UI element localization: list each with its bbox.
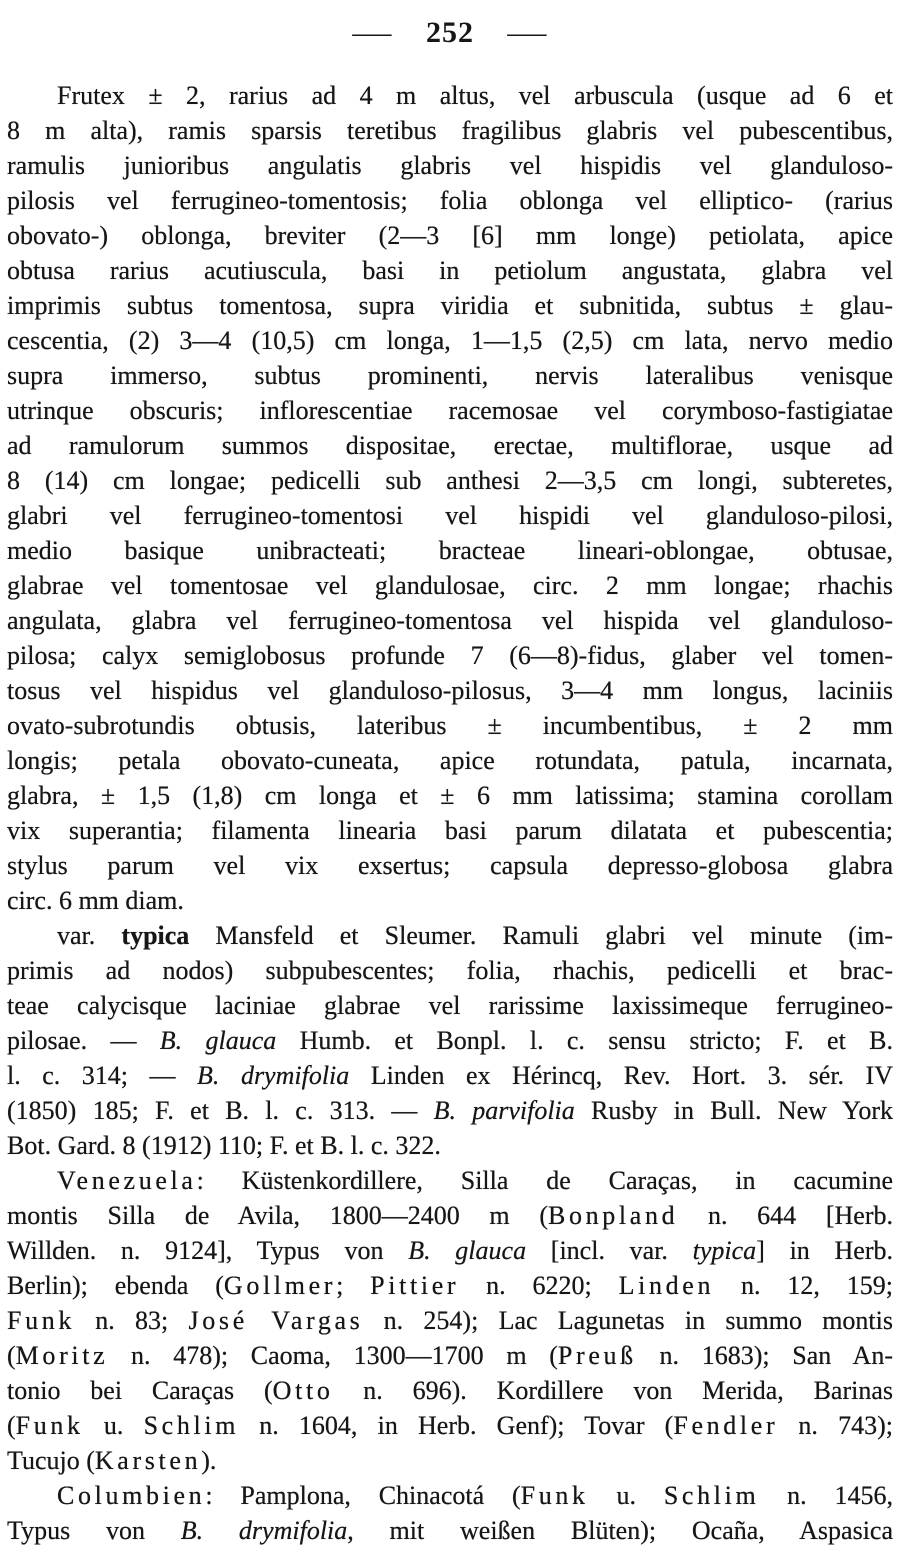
text-segment: Rusby in Bull. New York (574, 1096, 894, 1125)
text-line (7, 323, 893, 358)
text-segment: ] in Herb. (756, 1236, 893, 1265)
text-segment: tonio bei Caraças ( (7, 1376, 273, 1405)
text-line (7, 743, 893, 778)
text-line (7, 673, 893, 708)
text-segment: montis Silla de Avila, 1800—2400 m ( (7, 1201, 549, 1230)
text-line (7, 1513, 893, 1548)
letterspaced-collector-name: Venezuela (57, 1166, 197, 1195)
text-line (7, 1408, 893, 1443)
text-line (7, 603, 893, 638)
text-segment: u. (83, 1411, 144, 1440)
text-line (7, 148, 893, 183)
text-segment: Mansfeld et Sleumer. Ramuli glabri vel minute (im- (189, 921, 894, 950)
header-dash-left: — (352, 16, 393, 49)
header-dash-right: — (507, 16, 548, 49)
text-segment: angulata, glabra vel ferrugineo-tomentosa vel hispida vel glanduloso- (7, 606, 893, 635)
page-number: 252 (426, 16, 474, 49)
text-segment: glabra, ± 1,5 (1,8) cm longa et ± 6 mm latissima; stamina corollam (7, 781, 893, 810)
letterspaced-collector-name: Funk (520, 1481, 589, 1510)
letterspaced-collector-name: Columbien (57, 1481, 206, 1510)
text-segment: : Pamplona, Chinacotá ( (205, 1481, 521, 1510)
letterspaced-collector-name: Gollmer (223, 1271, 337, 1300)
letterspaced-collector-name: Preuß (557, 1341, 637, 1370)
text-segment: medio basique unibracteati; bracteae lineari-oblongae, obtusae, (7, 536, 893, 565)
text-line (7, 393, 893, 428)
text-line (7, 1128, 893, 1163)
text-segment: utrinque obscuris; inflorescentiae racemosae vel corymboso-fastigiatae (7, 396, 893, 425)
text-line (7, 1198, 893, 1233)
italic-taxon-name: B. glauca (408, 1236, 527, 1265)
text-segment: n. 478); Caoma, 1300—1700 m ( (108, 1341, 558, 1370)
text-segment: n. 6220; (459, 1271, 619, 1300)
italic-taxon-name: B. parvifolia (433, 1096, 575, 1125)
text-segment: Humb. et Bonpl. l. c. sensu stricto; F. et B. (276, 1026, 893, 1055)
text-segment: obovato-) oblonga, breviter (2—3 [6] mm longe) petiolata, apice (7, 221, 893, 250)
text-line (7, 463, 893, 498)
text-segment: Bot. Gard. 8 (1912) 110; F. et B. l. c. 322. (7, 1131, 441, 1160)
page-body (0, 78, 900, 1548)
letterspaced-collector-name: Otto (272, 1376, 334, 1405)
text-segment: circ. 6 mm diam. (7, 886, 184, 915)
text-segment: [incl. var. (526, 1236, 693, 1265)
text-line (7, 813, 893, 848)
text-segment: var. (57, 921, 122, 950)
text-segment: Typus von (7, 1516, 181, 1545)
text-segment: teae calycisque laciniae glabrae vel rarissime laxissimeque ferrugineo- (7, 991, 893, 1020)
text-line (7, 78, 893, 113)
text-line (7, 778, 893, 813)
text-line (7, 113, 893, 148)
text-line (7, 953, 893, 988)
text-segment: glabrae vel tomentosae vel glandulosae, circ. 2 mm longae; rhachis (7, 571, 893, 600)
text-line (7, 288, 893, 323)
text-line (7, 1233, 893, 1268)
text-line (7, 533, 893, 568)
text-segment: pilosae. — (7, 1026, 160, 1055)
letterspaced-collector-name: Karsten (94, 1446, 202, 1475)
text-line (7, 1303, 893, 1338)
text-segment: tosus vel hispidus vel glanduloso-pilosus, 3—4 mm longus, laciniis (7, 676, 893, 705)
text-segment: pilosa; calyx semiglobosus profunde 7 (6—8)-fidus, glaber vel tomen- (7, 641, 893, 670)
letterspaced-collector-name: José Vargas (188, 1306, 364, 1335)
text-segment: n. 1456, (759, 1481, 894, 1510)
letterspaced-collector-name: Moritz (15, 1341, 109, 1370)
italic-taxon-name: B. glauca (159, 1026, 277, 1055)
text-segment: ovato-subrotundis obtusis, lateribus ± incumbentibus, ± 2 mm (7, 711, 893, 740)
text-line (7, 1023, 893, 1058)
text-segment: 8 (14) cm longae; pedicelli sub anthesi 2—3,5 cm longi, subteretes, (7, 466, 893, 495)
text-segment: ). (201, 1446, 217, 1475)
text-line (7, 638, 893, 673)
text-segment: imprimis subtus tomentosa, supra viridia et subnitida, subtus ± glau- (7, 291, 893, 320)
text-segment: ramulis junioribus angulatis glabris vel hispidis vel glanduloso- (7, 151, 893, 180)
text-line (7, 183, 893, 218)
text-line (7, 428, 893, 463)
italic-taxon-name: typica (692, 1236, 757, 1265)
italic-taxon-name: B. drymifolia (180, 1516, 348, 1545)
text-line (7, 1478, 893, 1513)
text-line (7, 253, 893, 288)
text-line (7, 498, 893, 533)
text-segment: vix superantia; filamenta linearia basi parum dilatata et pubescentia; (7, 816, 893, 845)
text-segment: n. 644 [Herb. (678, 1201, 893, 1230)
page-header (0, 0, 900, 52)
text-segment: Willden. n. 9124], Typus von (7, 1236, 409, 1265)
text-line (7, 918, 893, 953)
text-segment: l. c. 314; — (7, 1061, 198, 1090)
text-segment: Berlin); ebenda ( (7, 1271, 224, 1300)
text-line (7, 883, 893, 918)
text-segment: ; (336, 1271, 371, 1300)
letterspaced-collector-name: Pittier (370, 1271, 460, 1300)
letterspaced-collector-name: Bonpland (548, 1201, 679, 1230)
text-segment: n. 83; (75, 1306, 189, 1335)
text-line (7, 358, 893, 393)
text-segment: 8 m alta), ramis sparsis teretibus fragilibus glabris vel pubescentibus, (7, 116, 893, 145)
text-line (7, 988, 893, 1023)
italic-taxon-name: B. drymifolia (197, 1061, 350, 1090)
text-line (7, 1268, 893, 1303)
text-segment: Tucujo ( (7, 1446, 95, 1475)
letterspaced-collector-name: Fendler (673, 1411, 779, 1440)
text-line (7, 848, 893, 883)
text-segment: u. (588, 1481, 664, 1510)
text-segment: n. 254); Lac Lagunetas in summo montis (363, 1306, 893, 1335)
text-segment: Linden ex Hérincq, Rev. Hort. 3. sér. IV (349, 1061, 893, 1090)
text-segment: n. 12, 159; (714, 1271, 893, 1300)
text-line (7, 568, 893, 603)
text-segment: n. 743); (778, 1411, 893, 1440)
text-segment: (1850) 185; F. et B. l. c. 313. — (7, 1096, 434, 1125)
text-segment: n. 1604, in Herb. Genf); Tovar ( (239, 1411, 674, 1440)
text-segment: cescentia, (2) 3—4 (10,5) cm longa, 1—1,5 (2,5) cm lata, nervo medio (7, 326, 893, 355)
text-segment: primis ad nodos) subpubescentes; folia, rhachis, pedicelli et brac- (7, 956, 893, 985)
letterspaced-collector-name: Funk (7, 1306, 76, 1335)
text-segment: ad ramulorum summos dispositae, erectae, multiflorae, usque ad (7, 431, 893, 460)
letterspaced-collector-name: Funk (15, 1411, 84, 1440)
text-segment: longis; petala obovato-cuneata, apice rotundata, patula, incarnata, (7, 746, 893, 775)
text-segment: pilosis vel ferrugineo-tomentosis; folia oblonga vel elliptico- (rarius (7, 186, 893, 215)
text-segment: glabri vel ferrugineo-tomentosi vel hispidi vel glanduloso-pilosi, (7, 501, 893, 530)
text-line (7, 1373, 893, 1408)
text-line (7, 1058, 893, 1093)
text-segment: Frutex ± 2, rarius ad 4 m altus, vel arbuscula (usque ad 6 et (57, 81, 893, 110)
text-segment: ( (7, 1411, 16, 1440)
text-line (7, 708, 893, 743)
text-line (7, 218, 893, 253)
text-line (7, 1443, 893, 1478)
letterspaced-collector-name: Schlim (143, 1411, 240, 1440)
text-segment: : Küstenkordillere, Silla de Caraças, in cacumine (196, 1166, 893, 1195)
text-segment: n. 1683); San An- (636, 1341, 893, 1370)
text-line (7, 1338, 893, 1373)
bold-variety-name: typica (121, 921, 190, 950)
text-segment: , mit weißen Blüten); Ocaña, Aspasica (347, 1516, 893, 1545)
text-line (7, 1163, 893, 1198)
text-segment: ( (7, 1341, 16, 1370)
text-segment: stylus parum vel vix exsertus; capsula depresso-globosa glabra (7, 851, 893, 880)
letterspaced-collector-name: Schlim (663, 1481, 760, 1510)
text-segment: supra immerso, subtus prominenti, nervis lateralibus venisque (7, 361, 893, 390)
text-segment: n. 696). Kordillere von Merida, Barinas (333, 1376, 893, 1405)
letterspaced-collector-name: Linden (618, 1271, 715, 1300)
text-line (7, 1093, 893, 1128)
text-segment: obtusa rarius acutiuscula, basi in petiolum angustata, glabra vel (7, 256, 893, 285)
